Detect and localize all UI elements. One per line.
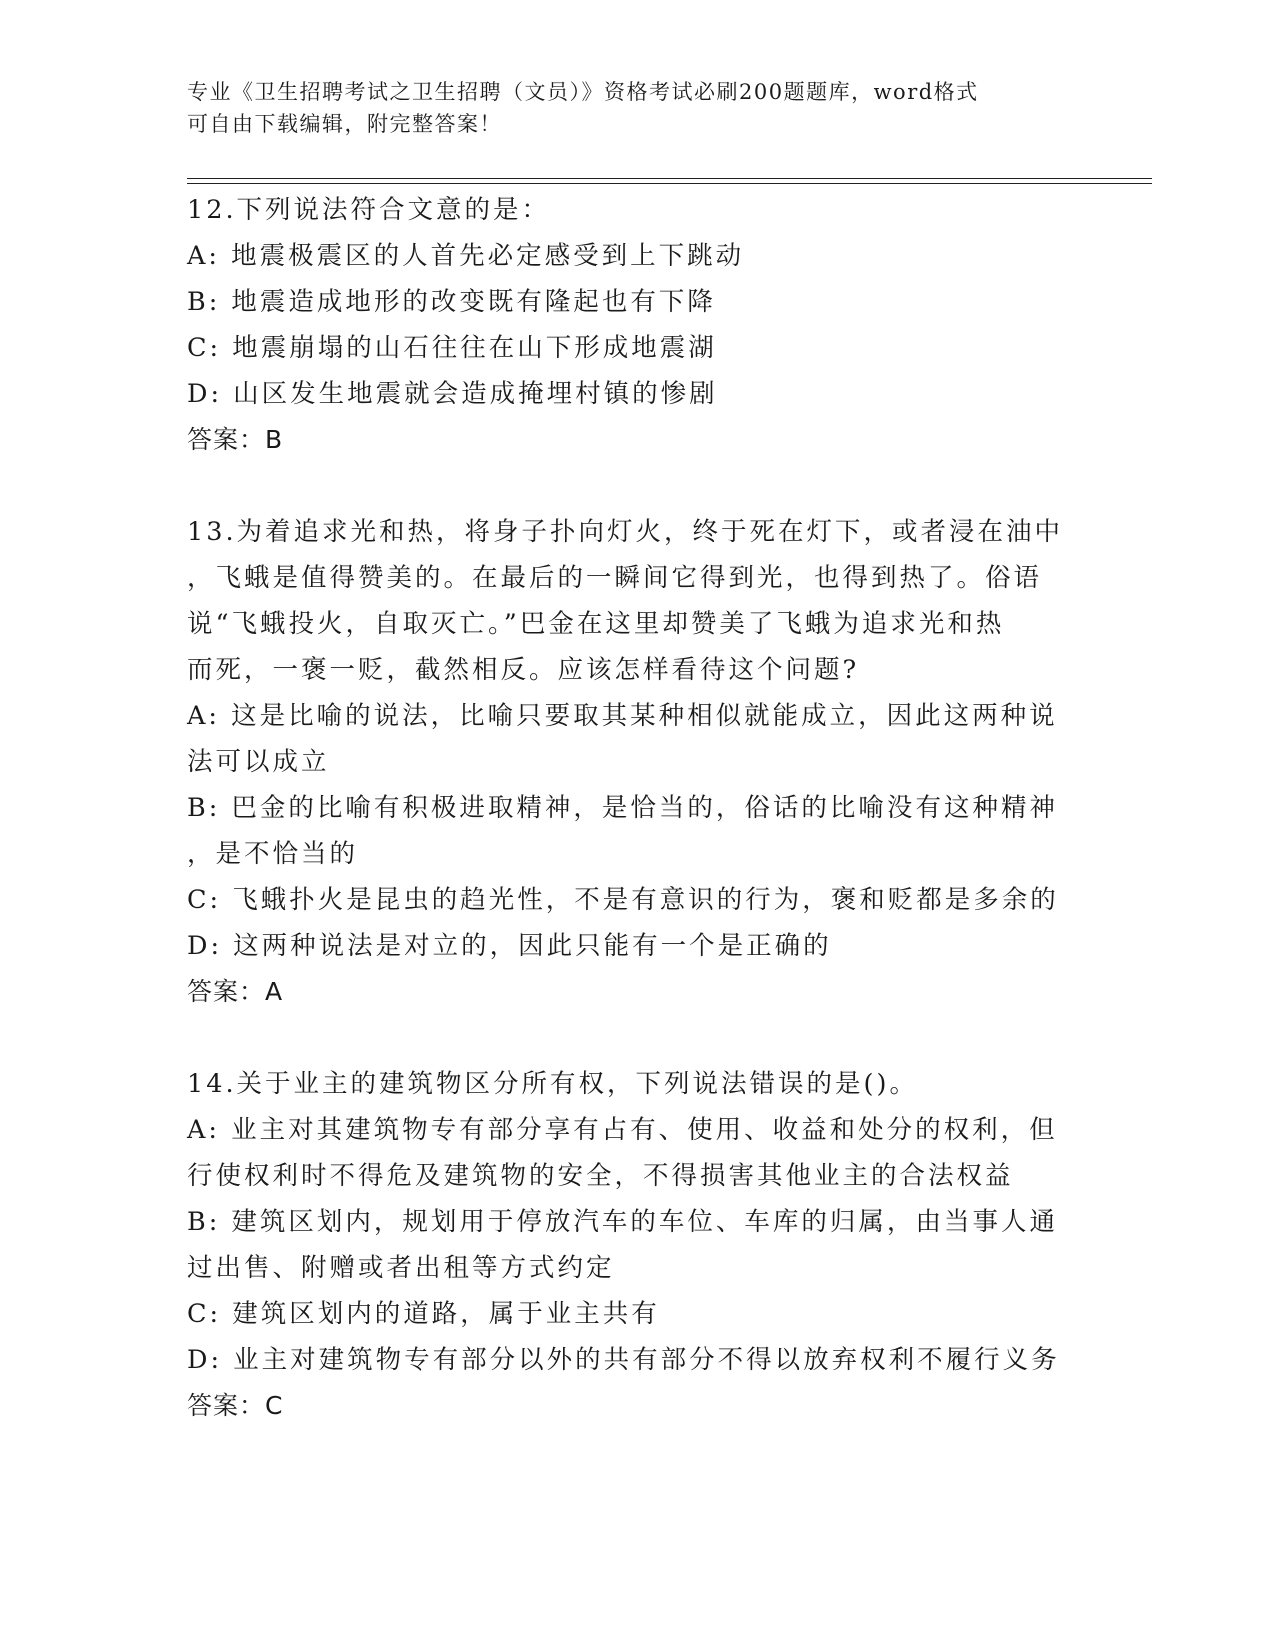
option-a-cont: 法可以成立 — [187, 747, 330, 777]
option-b-cont: 过出售、附赠或者出租等方式约定 — [187, 1253, 615, 1283]
question-stem: 而死，一褒一贬，截然相反。应该怎样看待这个问题? — [187, 655, 860, 685]
option-c: C: 飞蛾扑火是昆虫的趋光性，不是有意识的行为，褒和贬都是多余的 — [187, 885, 1059, 915]
answer-line: 答案：B — [187, 425, 284, 454]
question-stem: 13.为着追求光和热，将身子扑向灯火，终于死在灯下，或者浸在油中 — [187, 517, 1064, 547]
question-stem: 14.关于业主的建筑物区分所有权，下列说法错误的是()。 — [187, 1069, 918, 1099]
header-divider-top — [187, 178, 1152, 179]
option-b: B: 建筑区划内，规划用于停放汽车的车位、车库的归属，由当事人通 — [187, 1207, 1058, 1237]
question-12 — [187, 187, 1087, 463]
option-c: C: 地震崩塌的山石往往在山下形成地震湖 — [187, 333, 717, 363]
document-header — [187, 76, 1067, 140]
option-a: A: 业主对其建筑物专有部分享有占有、使用、收益和处分的权利，但 — [187, 1115, 1058, 1145]
option-a: A: 地震极震区的人首先必定感受到上下跳动 — [187, 241, 745, 271]
option-b: B: 巴金的比喻有积极进取精神，是恰当的，俗话的比喻没有这种精神 — [187, 793, 1058, 823]
option-c: C: 建筑区划内的道路，属于业主共有 — [187, 1299, 660, 1329]
header-line-2: 可自由下载编辑，附完整答案！ — [187, 112, 502, 136]
spacer — [187, 1015, 1087, 1061]
question-list — [187, 187, 1087, 1429]
option-a-cont: 行使权利时不得危及建筑物的安全，不得损害其他业主的合法权益 — [187, 1161, 1014, 1191]
question-stem: 12.下列说法符合文意的是： — [187, 195, 551, 225]
option-d: D: 业主对建筑物专有部分以外的共有部分不得以放弃权利不履行义务 — [187, 1345, 1060, 1375]
header-divider-bottom — [187, 183, 1152, 184]
question-stem: 说“飞蛾投火，自取灭亡。”巴金在这里却赞美了飞蛾为追求光和热 — [187, 609, 1005, 639]
answer-line: 答案：C — [187, 1391, 284, 1420]
question-14 — [187, 1061, 1087, 1429]
option-b: B: 地震造成地形的改变既有隆起也有下降 — [187, 287, 716, 317]
option-b-cont: ，是不恰当的 — [187, 839, 359, 869]
header-line-1: 专业《卫生招聘考试之卫生招聘（文员）》资格考试必刷200题题库，word格式 — [187, 80, 979, 104]
option-a: A: 这是比喻的说法，比喻只要取其某种相似就能成立，因此这两种说 — [187, 701, 1058, 731]
question-13 — [187, 509, 1087, 1015]
spacer — [187, 463, 1087, 509]
option-d: D: 山区发生地震就会造成掩埋村镇的惨剧 — [187, 379, 718, 409]
question-stem: ，飞蛾是值得赞美的。在最后的一瞬间它得到光，也得到热了。俗语 — [187, 563, 1043, 593]
answer-line: 答案：A — [187, 977, 284, 1006]
option-d: D: 这两种说法是对立的，因此只能有一个是正确的 — [187, 931, 832, 961]
